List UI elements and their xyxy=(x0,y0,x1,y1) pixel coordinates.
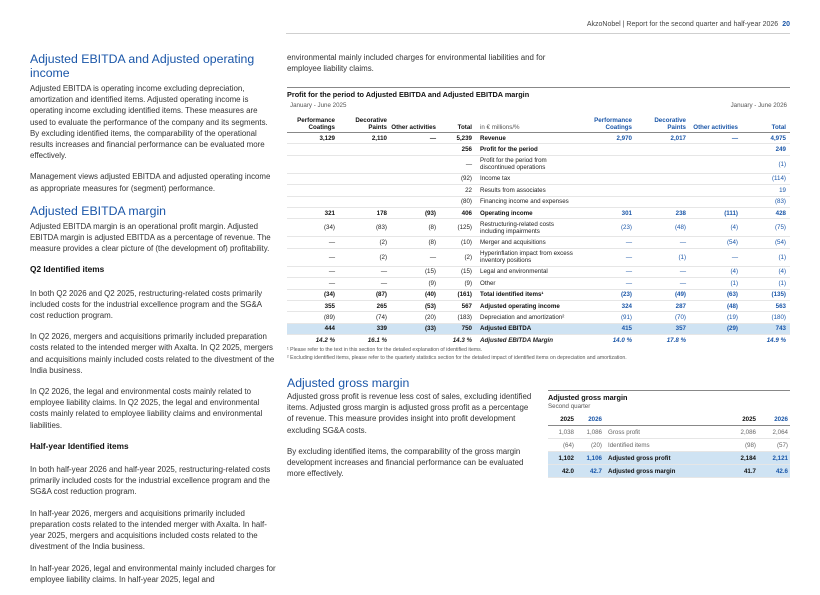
table-cell: 14.9 % xyxy=(766,336,786,344)
table-cell xyxy=(578,173,636,184)
table2-header-cell: 2025 xyxy=(548,413,576,426)
table-cell: — xyxy=(287,237,339,248)
table-cell: — xyxy=(339,278,391,289)
gross-margin-table xyxy=(548,390,790,478)
table-cell: (4) xyxy=(742,266,790,277)
heading-ebitda-margin: Adjusted EBITDA margin xyxy=(30,203,167,218)
gross-margin-text xyxy=(287,391,533,489)
table-cell: 444 xyxy=(287,323,339,334)
table-row xyxy=(548,426,790,439)
table-row xyxy=(287,323,790,334)
table1-header-cell: in € millions/% xyxy=(476,111,578,133)
table-cell: 5,239 xyxy=(440,133,476,144)
table1-header-cell: Total xyxy=(440,111,476,133)
table-cell: (23) xyxy=(578,219,636,237)
table-cell: (92) xyxy=(440,173,476,184)
table-row xyxy=(287,196,790,207)
table-cell xyxy=(391,144,440,155)
table-cell: 339 xyxy=(339,323,391,334)
table-cell: (1) xyxy=(742,155,790,173)
table-cell: 256 xyxy=(440,144,476,155)
table-cell: — xyxy=(578,248,636,266)
table-cell: (183) xyxy=(440,312,476,323)
table-row xyxy=(287,289,790,300)
table-cell: (34) xyxy=(287,289,339,300)
table-cell: 563 xyxy=(742,300,790,311)
table1-header-cell: Performance Coatings xyxy=(578,111,636,133)
table-row xyxy=(287,278,790,289)
row-label: Results from associates xyxy=(476,185,578,196)
table-cell: (54) xyxy=(742,237,790,248)
table-cell: (114) xyxy=(742,173,790,184)
row-label: Revenue xyxy=(476,133,578,144)
row-label: Other xyxy=(476,278,578,289)
table-cell: (34) xyxy=(287,219,339,237)
table-cell: 4,975 xyxy=(742,133,790,144)
table-cell: 249 xyxy=(742,144,790,155)
table-cell: (19) xyxy=(690,312,742,323)
table-cell: 301 xyxy=(578,207,636,218)
header-divider xyxy=(286,33,790,34)
table-cell: 3,129 xyxy=(287,133,339,144)
table-cell: (57) xyxy=(758,439,790,452)
table-cell: 750 xyxy=(440,323,476,334)
table-cell xyxy=(339,155,391,173)
table-cell: (91) xyxy=(578,312,636,323)
table-cell: — xyxy=(636,237,690,248)
table-cell xyxy=(690,335,742,346)
table-cell: (89) xyxy=(287,312,339,323)
table-cell: (2) xyxy=(339,248,391,266)
table2-title: Adjusted gross margin xyxy=(548,390,790,403)
table-cell xyxy=(636,196,690,207)
table-row xyxy=(287,144,790,155)
table-cell: — xyxy=(440,155,476,173)
table-cell xyxy=(578,155,636,173)
table-cell xyxy=(391,173,440,184)
table-cell xyxy=(287,196,339,207)
heading-q2-identified-items: Q2 Identified items xyxy=(30,264,105,275)
paragraph-gross-comparability: By excluding identified items, the comparability of the gross margin development increases and financial performance can be evaluated more effectively. xyxy=(287,446,524,479)
row-label: Adjusted gross profit xyxy=(604,452,724,465)
table-cell: (161) xyxy=(440,289,476,300)
period-2025: January - June 2025 xyxy=(290,102,347,109)
table-cell: 1,086 xyxy=(576,426,604,439)
row-label: Financing income and expenses xyxy=(476,196,578,207)
table-cell: 265 xyxy=(339,300,391,311)
header-text: AkzoNobel | Report for the second quarter and half-year 2026 xyxy=(586,21,779,28)
table-row xyxy=(287,237,790,248)
table2-header-cell: 2025 xyxy=(724,413,758,426)
table-cell: (63) xyxy=(690,289,742,300)
table-cell: 287 xyxy=(636,300,690,311)
paragraph-management-view: Management views adjusted EBITDA and adjusted operating income as appropriate measures for (segment) performance. xyxy=(30,172,271,193)
row-label: Merger and acquisitions xyxy=(476,237,578,248)
table-cell: 2,184 xyxy=(724,452,758,465)
table-cell: — xyxy=(690,248,742,266)
row-label: Income tax xyxy=(476,173,578,184)
table-cell: — xyxy=(391,133,440,144)
table-cell xyxy=(636,155,690,173)
table-cell: (93) xyxy=(391,207,440,218)
table-cell: (1) xyxy=(742,278,790,289)
table1-header-cell: Other activities xyxy=(690,111,742,133)
table2-grid xyxy=(548,413,790,478)
table-cell: (40) xyxy=(391,289,440,300)
table-row xyxy=(548,465,790,478)
table-cell xyxy=(636,173,690,184)
table-cell: 14.0 % xyxy=(612,336,632,344)
table-cell: 2,064 xyxy=(758,426,790,439)
table-cell xyxy=(578,185,636,196)
table-cell xyxy=(339,144,391,155)
paragraph-margin-definition: Adjusted EBITDA margin is an operational profit margin. Adjusted EBITDA margin is adjusted EBITDA as a percentage of revenue. The measure provides a clear picture of (the development of) profitability. xyxy=(30,221,271,254)
table-cell: 17.8 % xyxy=(666,336,686,344)
paragraph-q2-restructuring: In both Q2 2026 and Q2 2025, restructuring-related costs primarily included costs for the industrial excellence program and the SG&A cost reduction program. xyxy=(30,288,263,321)
table-cell: 2,086 xyxy=(724,426,758,439)
table-cell: — xyxy=(636,278,690,289)
table-cell: (98) xyxy=(724,439,758,452)
heading-half-year-identified-items: Half-year Identified items xyxy=(30,440,129,451)
table-row xyxy=(287,266,790,277)
table-cell xyxy=(578,196,636,207)
table-cell: 2,121 xyxy=(758,452,790,465)
table-cell: (53) xyxy=(391,300,440,311)
table-row xyxy=(287,173,790,184)
table-cell: 2,017 xyxy=(636,133,690,144)
table-cell: (83) xyxy=(742,196,790,207)
table-cell: (10) xyxy=(440,237,476,248)
table-cell: (135) xyxy=(742,289,790,300)
table-cell: 1,106 xyxy=(576,452,604,465)
row-label: Profit for the period from discontinued operations xyxy=(476,155,578,173)
row-label: Legal and environmental xyxy=(476,266,578,277)
table-cell: (1) xyxy=(742,248,790,266)
table-cell: 42.0 xyxy=(548,465,576,478)
footnote-1: ¹ Please refer to the text in this section for the detailed explanation of identified items. xyxy=(287,347,483,353)
table-row xyxy=(287,312,790,323)
paragraph-gross-definition: Adjusted gross profit is revenue less cost of sales, excluding identified items. Adjusted gross margin is adjusted gross profit as a percentage of revenue. This measure provides insight into profit development excluding SG&A costs. xyxy=(287,392,532,435)
table-cell: (23) xyxy=(578,289,636,300)
table1-header-cell: Performance Coatings xyxy=(287,111,339,133)
paragraph-ebitda-definition: Adjusted EBITDA is operating income excluding depreciation, amortization and identified items. Adjusted operating income is operating income excluding identified items. These measures are used to evaluate the performance of the company and its segments. By excluding identified items, the comparability of the operational results increases and financial performance can be evaluated more effectively. xyxy=(30,84,268,161)
table1-header-cell: Decorative Paints xyxy=(339,111,391,133)
row-label: Gross profit xyxy=(604,426,724,439)
table-cell: 321 xyxy=(287,207,339,218)
table-cell xyxy=(690,185,742,196)
table-cell: — xyxy=(578,266,636,277)
table-cell: 178 xyxy=(339,207,391,218)
table-cell xyxy=(636,185,690,196)
table-cell: — xyxy=(339,266,391,277)
table-cell: (48) xyxy=(636,219,690,237)
table-cell: (180) xyxy=(742,312,790,323)
table-cell: — xyxy=(636,266,690,277)
table-row xyxy=(287,207,790,218)
table-cell: 16.1 % xyxy=(367,336,387,344)
table-cell: (29) xyxy=(690,323,742,334)
table1-header-cell: Total xyxy=(742,111,790,133)
table-cell: 415 xyxy=(578,323,636,334)
table1-grid xyxy=(287,111,790,345)
table-cell: (2) xyxy=(440,248,476,266)
table-cell: (75) xyxy=(742,219,790,237)
table-cell xyxy=(339,196,391,207)
page-header xyxy=(587,21,790,28)
table-cell: (9) xyxy=(391,278,440,289)
table-cell: 42.7 xyxy=(576,465,604,478)
row-label: Identified items xyxy=(604,439,724,452)
table-cell: (2) xyxy=(339,237,391,248)
table-row xyxy=(287,248,790,266)
table-cell: 406 xyxy=(440,207,476,218)
table-cell xyxy=(287,144,339,155)
table-cell: 238 xyxy=(636,207,690,218)
table-cell: (74) xyxy=(339,312,391,323)
table-cell: (1) xyxy=(636,248,690,266)
table-cell: (4) xyxy=(690,219,742,237)
paragraph-hy-legal: In half-year 2026, legal and environmental mainly included charges for employee liability claims. In half-year 2025, legal and xyxy=(30,563,276,584)
table-cell xyxy=(391,155,440,173)
table-cell xyxy=(636,144,690,155)
table-cell xyxy=(339,173,391,184)
left-column xyxy=(30,52,276,595)
table-cell: — xyxy=(690,133,742,144)
table-cell: 1,102 xyxy=(548,452,576,465)
table-cell: 567 xyxy=(440,300,476,311)
table-row xyxy=(287,155,790,173)
table-cell: (15) xyxy=(440,266,476,277)
table-cell: — xyxy=(287,278,339,289)
table2-header-cell: 2026 xyxy=(576,413,604,426)
table-cell: (8) xyxy=(391,219,440,237)
row-label: Total identified items¹ xyxy=(476,289,578,300)
row-label: Adjusted operating income xyxy=(476,300,578,311)
table-cell xyxy=(287,185,339,196)
row-label: Depreciation and amortization² xyxy=(476,312,578,323)
table2-subtitle: Second quarter xyxy=(548,403,591,410)
row-label: Operating income xyxy=(476,207,578,218)
table-cell xyxy=(391,335,440,346)
table-cell xyxy=(287,173,339,184)
table-row xyxy=(548,452,790,465)
table-row xyxy=(287,133,790,144)
table-cell: (9) xyxy=(440,278,476,289)
table-cell: 19 xyxy=(742,185,790,196)
table1-header-cell: Decorative Paints xyxy=(636,111,690,133)
table1-title: Profit for the period to Adjusted EBITDA and Adjusted EBITDA margin xyxy=(287,87,790,101)
table-cell: 14.3 % xyxy=(452,336,472,344)
middle-intro-text: environmental mainly included charges for environmental liabilities and for employee liability claims. xyxy=(287,53,546,74)
table-cell: 2,110 xyxy=(339,133,391,144)
table-cell: 428 xyxy=(742,207,790,218)
row-label: Profit for the period xyxy=(476,144,578,155)
table-cell: (20) xyxy=(576,439,604,452)
table-row xyxy=(287,335,790,346)
table-cell: (8) xyxy=(391,237,440,248)
table-cell: (49) xyxy=(636,289,690,300)
heading-adjusted-gross-margin: Adjusted gross margin xyxy=(287,376,410,390)
table2-header-cell: 2026 xyxy=(758,413,790,426)
table-cell: (111) xyxy=(690,207,742,218)
table-cell: (1) xyxy=(690,278,742,289)
table-row xyxy=(287,219,790,237)
table-cell xyxy=(578,144,636,155)
table-cell: (64) xyxy=(548,439,576,452)
table-cell: (20) xyxy=(391,312,440,323)
table-cell xyxy=(690,144,742,155)
table-cell: (125) xyxy=(440,219,476,237)
table-cell: 355 xyxy=(287,300,339,311)
paragraph-hy-mergers: In half-year 2026, mergers and acquisitions primarily included preparation costs related to the intended merger with Axalta. In half-year 2025, mergers and acquisitions included costs related to the divestment of the India business. xyxy=(30,508,267,552)
table-cell: (70) xyxy=(636,312,690,323)
table2-header-cell xyxy=(604,413,724,426)
table-cell: — xyxy=(578,237,636,248)
table-cell: (54) xyxy=(690,237,742,248)
row-label: Adjusted gross margin xyxy=(604,465,724,478)
table-cell: 22 xyxy=(440,185,476,196)
table-cell: — xyxy=(287,266,339,277)
paragraph-q2-mergers: In Q2 2026, mergers and acquisitions primarily included preparation costs related to the intended merger with Axalta. In Q2 2025, mergers and acquisitions mainly included costs related to the divestment of the India business. xyxy=(30,332,275,375)
row-label: Restructuring-related costs including impairments xyxy=(476,219,578,237)
table1-header-cell: Other activities xyxy=(391,111,440,133)
table-cell xyxy=(690,196,742,207)
ebitda-reconciliation-table xyxy=(287,87,790,345)
table-cell: 42.6 xyxy=(758,465,790,478)
row-label: Adjusted EBITDA xyxy=(476,323,578,334)
table-row xyxy=(548,439,790,452)
table1-period-row xyxy=(287,101,790,111)
table-cell: — xyxy=(578,278,636,289)
table-cell: (83) xyxy=(339,219,391,237)
table-cell: 743 xyxy=(742,323,790,334)
footnote-2: ² Excluding identified items, please refer to the quarterly statistics section for the detailed impact of identified items on depreciation and amortization. xyxy=(287,355,627,361)
row-label: Adjusted EBITDA Margin xyxy=(480,336,553,344)
table-cell xyxy=(339,185,391,196)
table-cell: (48) xyxy=(690,300,742,311)
table-cell: (33) xyxy=(391,323,440,334)
table-cell: — xyxy=(391,248,440,266)
table-row xyxy=(287,185,790,196)
table-cell: (15) xyxy=(391,266,440,277)
table1-footnotes xyxy=(287,346,790,362)
table-row xyxy=(287,300,790,311)
table-cell: 2,970 xyxy=(578,133,636,144)
table-cell: 41.7 xyxy=(724,465,758,478)
table-cell: (87) xyxy=(339,289,391,300)
table-cell: 324 xyxy=(578,300,636,311)
table-cell: 14.2 % xyxy=(315,336,335,344)
row-label: Hyperinflation impact from excess inventory positions xyxy=(476,248,578,266)
table-cell xyxy=(391,185,440,196)
paragraph-q2-legal: In Q2 2026, the legal and environmental costs mainly related to employee liability claims. In Q2 2025, the legal and environmental costs mainly related to employee liability claims and environmental liabilities. xyxy=(30,387,263,430)
table-cell: — xyxy=(287,248,339,266)
table-cell: (4) xyxy=(690,266,742,277)
page-number: 20 xyxy=(782,21,790,28)
table-cell xyxy=(690,155,742,173)
table-cell xyxy=(391,196,440,207)
table-cell xyxy=(287,155,339,173)
table-cell: 1,038 xyxy=(548,426,576,439)
table-cell xyxy=(690,173,742,184)
table-cell: (80) xyxy=(440,196,476,207)
heading-adjusted-ebitda: Adjusted EBITDA and Adjusted operating income xyxy=(30,52,255,80)
table-cell: 357 xyxy=(636,323,690,334)
paragraph-hy-restructuring: In both half-year 2026 and half-year 2025, restructuring-related costs primarily included costs for the industrial excellence program and the SG&A cost reduction program. xyxy=(30,465,271,497)
period-2026: January - June 2026 xyxy=(730,102,787,109)
